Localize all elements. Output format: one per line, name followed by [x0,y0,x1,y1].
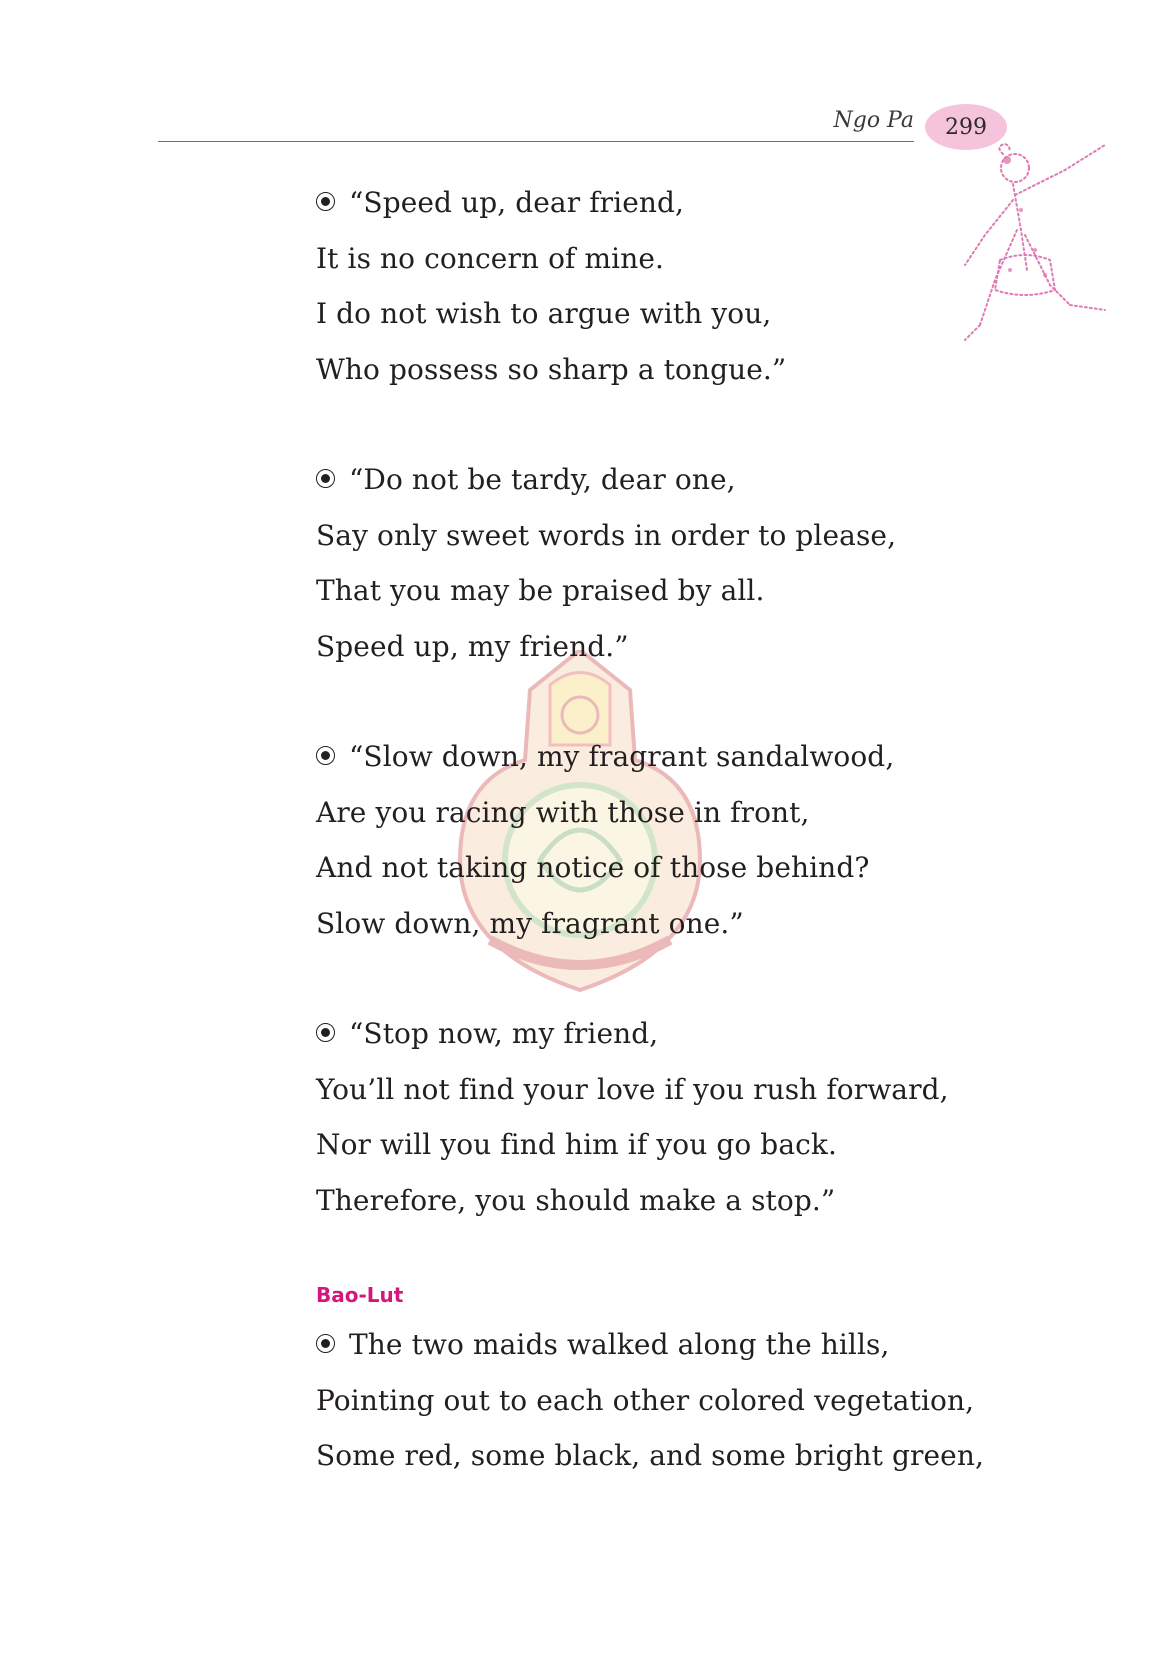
verse-line: Speed up, my friend.” [316,629,629,663]
header-rule [158,141,914,142]
verse-line: That you may be praised by all. [316,574,765,607]
verse-line: Are you racing with those in front, [316,795,810,829]
stanza-4 [316,1006,1116,1228]
verse-line: Therefore, you should make a stop.” [316,1183,836,1217]
fisheye-bullet-icon [316,1334,335,1353]
verse-line: You’ll not find your love if you rush forward, [316,1072,949,1106]
verse-line: It is no concern of mine. [316,241,665,275]
poem-content [316,175,1116,1539]
verse-line: “Slow down, my fragrant sandalwood, [316,729,1116,785]
verse-line: Nor will you find him if you go back. [316,1128,837,1161]
stanza-1 [316,175,1116,397]
page-number: 299 [945,114,987,140]
verse-line: “Do not be tardy, dear one, [316,452,1116,508]
verse-line: Say only sweet words in order to please, [316,518,897,552]
section-heading: Bao-Lut [316,1283,404,1307]
fisheye-bullet-icon [316,469,335,488]
fisheye-bullet-icon [316,1023,335,1042]
stanza-5 [316,1317,1116,1484]
fisheye-bullet-icon [316,746,335,765]
verse-line: And not taking notice of those behind? [316,851,870,884]
running-head: Ngo Pa [833,108,914,133]
verse-line: Some red, some black, and some bright green, [316,1439,984,1472]
stanza-2 [316,452,1116,674]
stanza-3 [316,729,1116,951]
verse-line: “Stop now, my friend, [316,1006,1116,1062]
verse-line: “Speed up, dear friend, [316,175,1116,231]
verse-line: Slow down, my fragrant one.” [316,906,744,940]
verse-line: I do not wish to argue with you, [316,297,772,330]
verse-line: The two maids walked along the hills, [316,1317,1116,1373]
verse-line: Pointing out to each other colored vegetation, [316,1383,975,1417]
fisheye-bullet-icon [316,192,335,211]
verse-line: Who possess so sharp a tongue.” [316,352,787,386]
